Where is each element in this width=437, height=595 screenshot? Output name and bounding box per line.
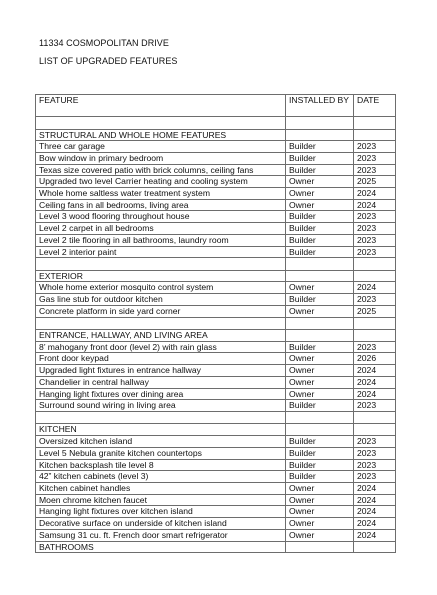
section-label: STRUCTURAL AND WHOLE HOME FEATURES: [36, 129, 286, 141]
blank-row: [36, 258, 396, 271]
feature-cell: Ceiling fans in all bedrooms, living area: [36, 199, 286, 211]
section-row: [36, 129, 396, 141]
table-row: [36, 282, 396, 294]
blank-cell: [286, 541, 354, 553]
table-row: [36, 211, 396, 223]
installed-by-cell: Builder: [286, 223, 354, 235]
section-label: ENTRANCE, HALLWAY, AND LIVING AREA: [36, 330, 286, 342]
installed-by-cell: Owner: [286, 482, 354, 494]
date-cell: 2024: [354, 529, 396, 541]
installed-by-cell: Owner: [286, 494, 354, 506]
feature-cell: Level 3 wood flooring throughout house: [36, 211, 286, 223]
feature-cell: Gas line stub for outdoor kitchen: [36, 294, 286, 306]
table-row: [36, 234, 396, 246]
date-cell: 2023: [354, 447, 396, 459]
section-row: [36, 330, 396, 342]
table-row: [36, 436, 396, 448]
blank-cell: [354, 258, 396, 271]
blank-cell: [354, 270, 396, 282]
date-cell: 2025: [354, 176, 396, 188]
installed-by-cell: Owner: [286, 188, 354, 200]
date-cell: 2023: [354, 152, 396, 164]
feature-cell: Kitchen backsplash tile level 8: [36, 459, 286, 471]
blank-cell: [286, 411, 354, 424]
date-cell: 2024: [354, 506, 396, 518]
table-row: [36, 141, 396, 153]
blank-cell: [286, 330, 354, 342]
table-row: [36, 199, 396, 211]
blank-row: [36, 411, 396, 424]
feature-cell: Hanging light fixtures over dining area: [36, 388, 286, 400]
blank-row: [36, 317, 396, 330]
feature-cell: Level 2 tile flooring in all bathrooms, laundry room: [36, 234, 286, 246]
section-row: [36, 424, 396, 436]
blank-cell: [354, 317, 396, 330]
installed-by-cell: Owner: [286, 529, 354, 541]
date-cell: 2025: [354, 305, 396, 317]
blank-cell: [354, 541, 396, 553]
feature-cell: Decorative surface on underside of kitchen island: [36, 518, 286, 530]
installed-by-cell: Owner: [286, 353, 354, 365]
table-row: [36, 341, 396, 353]
document-subtitle: LIST OF UPGRADED FEATURES: [39, 56, 178, 66]
table-row: [36, 152, 396, 164]
document-address: 11334 COSMOPOLITAN DRIVE: [39, 38, 169, 48]
header-installed-by: INSTALLED BY: [286, 95, 354, 117]
installed-by-cell: Owner: [286, 518, 354, 530]
installed-by-cell: Owner: [286, 305, 354, 317]
date-cell: 2024: [354, 188, 396, 200]
date-cell: 2023: [354, 471, 396, 483]
table-row: [36, 506, 396, 518]
installed-by-cell: Builder: [286, 459, 354, 471]
feature-cell: Moen chrome kitchen faucet: [36, 494, 286, 506]
feature-cell: Level 5 Nebula granite kitchen countertops: [36, 447, 286, 459]
blank-cell: [286, 258, 354, 271]
table-row: [36, 353, 396, 365]
date-cell: 2023: [354, 223, 396, 235]
installed-by-cell: Builder: [286, 400, 354, 412]
date-cell: 2024: [354, 376, 396, 388]
features-table: [35, 94, 396, 553]
table-row: [36, 223, 396, 235]
table-row: [36, 376, 396, 388]
table-row: [36, 400, 396, 412]
table-row: [36, 365, 396, 377]
installed-by-cell: Builder: [286, 246, 354, 258]
section-label: KITCHEN: [36, 424, 286, 436]
table-row: [36, 471, 396, 483]
feature-cell: Front door keypad: [36, 353, 286, 365]
date-cell: 2023: [354, 459, 396, 471]
table-row: [36, 176, 396, 188]
table-row: [36, 388, 396, 400]
feature-cell: 42” kitchen cabinets (level 3): [36, 471, 286, 483]
date-cell: 2023: [354, 246, 396, 258]
installed-by-cell: Builder: [286, 141, 354, 153]
section-row: [36, 541, 396, 553]
blank-cell: [286, 117, 354, 130]
date-cell: 2023: [354, 211, 396, 223]
installed-by-cell: Builder: [286, 341, 354, 353]
date-cell: 2023: [354, 164, 396, 176]
blank-cell: [354, 117, 396, 130]
date-cell: 2024: [354, 199, 396, 211]
section-row: [36, 270, 396, 282]
installed-by-cell: Builder: [286, 294, 354, 306]
installed-by-cell: Builder: [286, 447, 354, 459]
table-row: [36, 494, 396, 506]
table-row: [36, 246, 396, 258]
date-cell: 2023: [354, 341, 396, 353]
installed-by-cell: Builder: [286, 436, 354, 448]
feature-cell: Texas size covered patio with brick columns, ceiling fans: [36, 164, 286, 176]
date-cell: 2024: [354, 388, 396, 400]
section-label: BATHROOMS: [36, 541, 286, 553]
feature-cell: Surround sound wiring in living area: [36, 400, 286, 412]
blank-cell: [354, 330, 396, 342]
table-row: [36, 294, 396, 306]
date-cell: 2023: [354, 400, 396, 412]
blank-row: [36, 117, 396, 130]
feature-cell: 8’ mahogany front door (level 2) with rain glass: [36, 341, 286, 353]
section-label: EXTERIOR: [36, 270, 286, 282]
installed-by-cell: Owner: [286, 176, 354, 188]
date-cell: 2024: [354, 494, 396, 506]
blank-cell: [36, 258, 286, 271]
blank-cell: [354, 411, 396, 424]
blank-cell: [354, 129, 396, 141]
installed-by-cell: Builder: [286, 471, 354, 483]
date-cell: 2024: [354, 518, 396, 530]
feature-cell: Oversized kitchen island: [36, 436, 286, 448]
table-row: [36, 459, 396, 471]
installed-by-cell: Owner: [286, 506, 354, 518]
blank-cell: [36, 317, 286, 330]
feature-cell: Samsung 31 cu. ft. French door smart refrigerator: [36, 529, 286, 541]
table-header-row: [36, 95, 396, 117]
feature-cell: Upgraded two level Carrier heating and cooling system: [36, 176, 286, 188]
date-cell: 2023: [354, 141, 396, 153]
header-feature: FEATURE: [36, 95, 286, 117]
installed-by-cell: Builder: [286, 234, 354, 246]
table-row: [36, 482, 396, 494]
date-cell: 2026: [354, 353, 396, 365]
feature-cell: Three car garage: [36, 141, 286, 153]
table-row: [36, 188, 396, 200]
feature-cell: Level 2 carpet in all bedrooms: [36, 223, 286, 235]
installed-by-cell: Owner: [286, 376, 354, 388]
blank-cell: [286, 129, 354, 141]
installed-by-cell: Builder: [286, 211, 354, 223]
feature-cell: Whole home saltless water treatment system: [36, 188, 286, 200]
installed-by-cell: Builder: [286, 152, 354, 164]
installed-by-cell: Owner: [286, 199, 354, 211]
blank-cell: [286, 317, 354, 330]
feature-cell: Bow window in primary bedroom: [36, 152, 286, 164]
date-cell: 2024: [354, 282, 396, 294]
blank-cell: [36, 117, 286, 130]
feature-cell: Whole home exterior mosquito control system: [36, 282, 286, 294]
header-date: DATE: [354, 95, 396, 117]
table-row: [36, 447, 396, 459]
installed-by-cell: Owner: [286, 388, 354, 400]
date-cell: 2024: [354, 365, 396, 377]
table-row: [36, 518, 396, 530]
installed-by-cell: Builder: [286, 164, 354, 176]
feature-cell: Hanging light fixtures over kitchen island: [36, 506, 286, 518]
blank-cell: [286, 270, 354, 282]
table-row: [36, 164, 396, 176]
blank-cell: [286, 424, 354, 436]
feature-cell: Kitchen cabinet handles: [36, 482, 286, 494]
feature-cell: Level 2 interior paint: [36, 246, 286, 258]
date-cell: 2024: [354, 482, 396, 494]
date-cell: 2023: [354, 234, 396, 246]
blank-cell: [354, 424, 396, 436]
installed-by-cell: Owner: [286, 365, 354, 377]
table-row: [36, 529, 396, 541]
installed-by-cell: Owner: [286, 282, 354, 294]
feature-cell: Chandelier in central hallway: [36, 376, 286, 388]
date-cell: 2023: [354, 436, 396, 448]
feature-cell: Concrete platform in side yard corner: [36, 305, 286, 317]
date-cell: 2023: [354, 294, 396, 306]
blank-cell: [36, 411, 286, 424]
feature-cell: Upgraded light fixtures in entrance hallway: [36, 365, 286, 377]
table-row: [36, 305, 396, 317]
